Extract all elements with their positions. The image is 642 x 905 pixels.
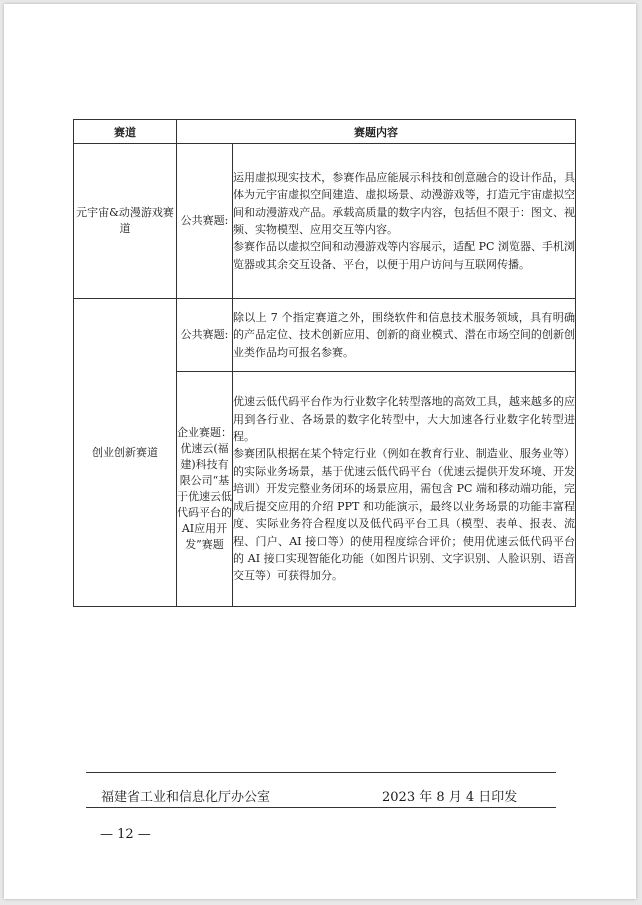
topic-content	[233, 299, 576, 372]
footer-issue-date: 2023 年 8 月 4 日印发	[382, 790, 518, 805]
footer-issuer: 福建省工业和信息化厅办公室	[101, 790, 271, 805]
content-paragraph: 优速云低代码平台作为行业数字化转型落地的高效工具，越来越多的应用到各行业、各场景的数字化转型中，大大加速各行业数字化转型进程。	[233, 395, 575, 444]
document-page	[4, 4, 636, 899]
content-paragraph: 除以上 7 个指定赛道之外，围绕软件和信息技术服务领域，具有明确的产品定位、技术创新应用、创新的商业模式、潜在市场空间的创新创业类作品均可报名参赛。	[233, 310, 575, 359]
table-row	[74, 299, 576, 372]
table-row	[74, 144, 576, 299]
header-track: 赛道	[74, 120, 177, 144]
header-content: 赛题内容	[177, 120, 576, 144]
content-paragraph: 运用虚拟现实技术，参赛作品应能展示科技和创意融合的设计作品，具体为元宇宙虚拟空间建造、虚拟场景、动漫游戏等，打造元宇宙虚拟空间和动漫游戏产品。承载高质量的数字内容，包括但不限于：图文、视频、实物模型、应用交互等内容。	[233, 170, 575, 236]
track-name: 元宇宙&动漫游戏赛道	[74, 144, 177, 299]
track-name: 创业创新赛道	[74, 299, 177, 607]
page-number: — 12 —	[100, 827, 151, 842]
footer-top-rule	[86, 772, 556, 773]
content-paragraph: 参赛作品以虚拟空间和动漫游戏等内容展示，适配 PC 浏览器、手机浏览器或其余交互设备、平台，以便于用户访问与互联网传播。	[233, 240, 575, 271]
sub-topic-label: 公共赛题:	[177, 144, 233, 299]
footer-bottom-rule	[86, 807, 556, 808]
sub-topic-label: 公共赛题:	[177, 299, 233, 372]
table-header-row	[74, 120, 576, 144]
topic-content	[233, 144, 576, 299]
content-paragraph: 参赛团队根据在某个特定行业（例如在教育行业、制造业、服务业等）的实际业务场景，基于优速云低代码平台（优速云提供开发环境、开发培训）开发完整业务闭环的场景应用，需包含 PC 端和移动端功能，完成后提交应用的介绍 PPT 和功能演示，最终以业务场景的功能丰富程度、实际业务符合程度以及低代码平台工具（模型、表单、报表、流程、门户、AI 接口等）的使用程度综合评价；使用优速云低代码平台的 AI 接口实现智能化功能（如图片识别、文字识别、人脸识别、语音交互等）可获得加分。	[233, 447, 575, 583]
topic-content	[233, 372, 576, 607]
competition-table	[73, 119, 576, 607]
sub-topic-label: 企业赛题：优速云(福建)科技有限公司“基于优速云低代码平台的AI应用开发”赛题	[177, 372, 233, 607]
